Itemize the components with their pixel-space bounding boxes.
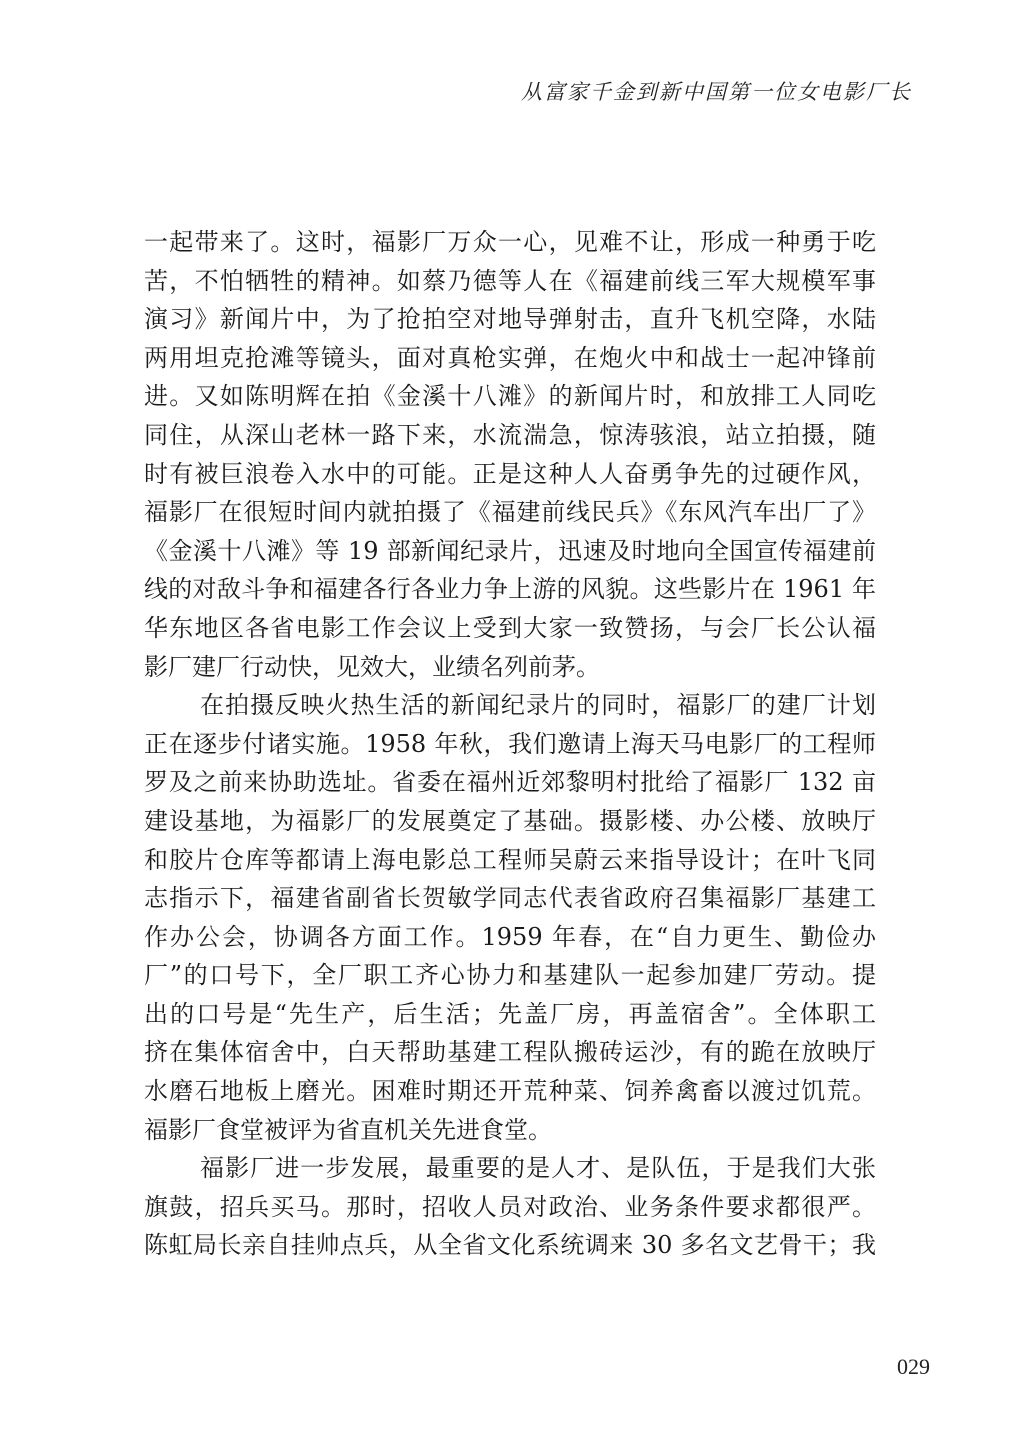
text-line: 福影厂食堂被评为省直机关先进食堂。 (144, 1115, 552, 1144)
text-line: 和胶片仓库等都请上海电影总工程师吴蔚云来指导设计；在叶飞同 (144, 845, 876, 874)
text-line: 正在逐步付诸实施。1958 年秋，我们邀请上海天马电影厂的工程师 (144, 729, 876, 758)
text-line: 华东地区各省电影工作会议上受到大家一致赞扬，与会厂长公认福 (144, 613, 876, 642)
text-line: 线的对敌斗争和福建各行各业力争上游的风貌。这些影片在 1961 年 (144, 575, 876, 604)
text-line: 一起带来了。这时，福影厂万众一心，见难不让，形成一种勇于吃 (144, 228, 876, 256)
running-header: 从富家千金到新中国第一位女电影厂长 (521, 80, 912, 104)
text-line: 在拍摄反映火热生活的新闻纪录片的同时，福影厂的建厂计划 (200, 691, 876, 720)
paragraph (144, 686, 876, 1149)
text-line: 福影厂在很短时间内就拍摄了《福建前线民兵》《东风汽车出厂了》 (144, 498, 876, 527)
body-text (144, 223, 876, 1265)
text-line: 作办公会，协调各方面工作。1959 年春，在“自力更生、勤俭办 (144, 922, 876, 951)
text-line: 罗及之前来协助选址。省委在福州近郊黎明村批给了福影厂 132 亩 (144, 768, 876, 797)
paragraph (144, 223, 876, 686)
paragraph (144, 1149, 876, 1265)
text-line: 厂”的口号下，全厂职工齐心协力和基建队一起参加建厂劳动。提 (144, 961, 876, 990)
text-line: 旗鼓，招兵买马。那时，招收人员对政治、业务条件要求都很严。 (144, 1192, 876, 1221)
text-line: 时有被巨浪卷入水中的可能。正是这种人人奋勇争先的过硬作风， (144, 459, 876, 488)
text-line: 同住，从深山老林一路下来，水流湍急，惊涛骇浪，站立拍摄，随 (144, 420, 876, 449)
text-line: 建设基地，为福影厂的发展奠定了基础。摄影楼、办公楼、放映厅 (144, 806, 876, 835)
text-line: 两用坦克抢滩等镜头，面对真枪实弹，在炮火中和战士一起冲锋前 (144, 343, 876, 372)
text-line: 演习》新闻片中，为了抢拍空对地导弹射击，直升飞机空降，水陆 (144, 305, 876, 334)
text-line: 福影厂进一步发展，最重要的是人才、是队伍，于是我们大张 (200, 1154, 876, 1183)
text-line: 挤在集体宿舍中，白天帮助基建工程队搬砖运沙，有的跪在放映厅 (144, 1038, 876, 1067)
text-line: 《金溪十八滩》等 19 部新闻纪录片，迅速及时地向全国宣传福建前 (144, 536, 876, 565)
text-line: 影厂建厂行动快，见效大，业绩名列前茅。 (144, 652, 600, 681)
text-line: 苦，不怕牺牲的精神。如蔡乃德等人在《福建前线三军大规模军事 (144, 266, 876, 295)
text-line: 陈虹局长亲自挂帅点兵，从全省文化系统调来 30 多名文艺骨干；我 (144, 1231, 876, 1260)
text-line: 水磨石地板上磨光。困难时期还开荒种菜、饲养禽畜以渡过饥荒。 (144, 1077, 876, 1106)
text-line: 进。又如陈明辉在拍《金溪十八滩》的新闻片时，和放排工人同吃 (144, 382, 876, 411)
text-line: 志指示下，福建省副省长贺敏学同志代表省政府召集福影厂基建工 (144, 884, 876, 913)
text-line: 出的口号是“先生产，后生活；先盖厂房，再盖宿舍”。全体职工 (144, 999, 876, 1028)
page-number: 029 (897, 1354, 930, 1379)
